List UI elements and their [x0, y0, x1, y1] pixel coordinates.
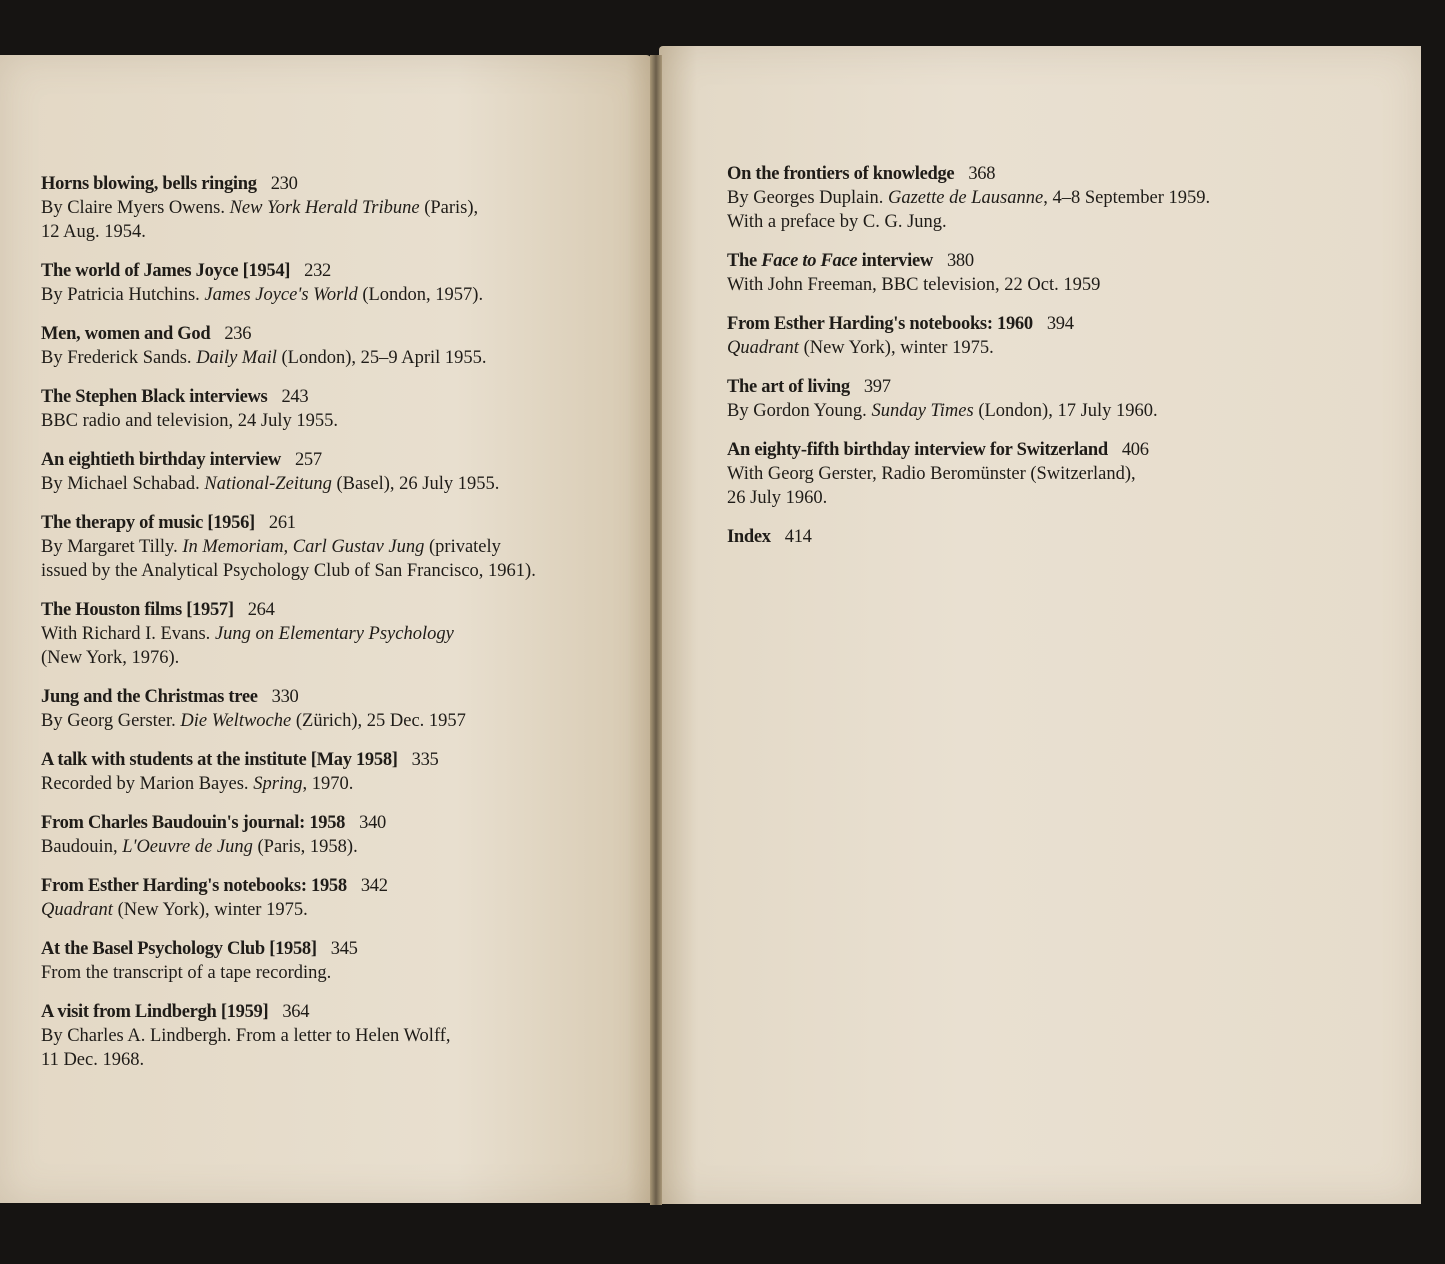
contents-entry	[727, 525, 1387, 549]
entry-description	[727, 273, 1387, 297]
entry-title	[41, 1000, 631, 1024]
entry-page-number: 364	[282, 1002, 310, 1022]
entry-title-text: interview	[857, 251, 933, 271]
entry-description-text: With Richard I. Evans.	[41, 624, 215, 644]
contents-entry	[41, 685, 631, 733]
entry-page-number: 232	[304, 261, 331, 281]
entry-title-text: The world of James Joyce [1954]	[41, 261, 291, 281]
entry-description	[41, 622, 631, 670]
entry-page-number: 414	[784, 527, 812, 547]
entry-description	[41, 409, 631, 433]
entry-description-text: (London), 25–9 April 1955.	[276, 348, 487, 368]
entry-title-text: An eighty-fifth birthday interview for Switzerland	[727, 440, 1108, 460]
entry-description	[41, 898, 631, 922]
entry-page-number: 345	[330, 939, 358, 959]
entry-description-text: By Claire Myers Owens.	[41, 198, 230, 218]
entry-description	[41, 961, 631, 985]
entry-description	[41, 772, 631, 796]
entry-page-number: 380	[946, 251, 974, 271]
entry-description-text: 11 Dec. 1968.	[41, 1050, 145, 1070]
entry-title	[727, 162, 1387, 186]
entry-description	[41, 196, 631, 244]
contents-entry	[41, 874, 631, 922]
entry-page-number: 394	[1046, 314, 1074, 334]
entry-title-text: Men, women and God	[41, 324, 211, 344]
entry-title-text: A visit from Lindbergh [1959]	[41, 1002, 269, 1022]
contents-entry	[41, 1000, 631, 1072]
entry-description-text: By Georg Gerster.	[41, 711, 181, 731]
entry-title	[41, 748, 631, 772]
entry-title	[41, 385, 631, 409]
entry-description	[41, 472, 631, 496]
book-gutter	[650, 55, 662, 1205]
contents-entry	[41, 448, 631, 496]
entry-title	[41, 448, 631, 472]
entry-description-text: Jung on Elementary Psychology	[214, 624, 454, 644]
entry-page-number: 406	[1121, 440, 1149, 460]
entry-page-number: 368	[968, 164, 996, 184]
entry-title-text: An eightieth birthday interview	[41, 450, 281, 470]
entry-description-text: Recorded by Marion Bayes.	[41, 774, 254, 794]
entry-description-text: Daily Mail	[196, 348, 277, 368]
entry-description-text: By Michael Schabad.	[41, 474, 205, 494]
entry-title-text: Horns blowing, bells ringing	[41, 174, 257, 194]
entry-title-text: Index	[727, 527, 771, 547]
entry-description-text: (Paris, 1958).	[252, 837, 358, 857]
entry-title	[41, 874, 631, 898]
contents-entry	[727, 375, 1387, 423]
contents-entry	[41, 937, 631, 985]
entry-description-text: Quadrant	[41, 900, 113, 920]
right-contents-column	[727, 162, 1387, 564]
contents-entry	[41, 322, 631, 370]
contents-entry	[41, 385, 631, 433]
entry-title-text: Face to Face	[761, 251, 858, 271]
contents-entry	[727, 438, 1387, 510]
entry-description-text: (Paris),	[419, 198, 479, 218]
entry-description-text: , 4–8 September 1959.	[1043, 188, 1211, 208]
entry-title	[41, 598, 631, 622]
entry-title-text: At the Basel Psychology Club [1958]	[41, 939, 317, 959]
entry-description-text: 26 July 1960.	[727, 488, 828, 508]
contents-entry	[41, 259, 631, 307]
entry-description-text: (London), 17 July 1960.	[973, 401, 1158, 421]
entry-title	[41, 511, 631, 535]
contents-entry	[727, 312, 1387, 360]
entry-description-text: Quadrant	[727, 338, 799, 358]
entry-title-text: From Esther Harding's notebooks: 1960	[727, 314, 1033, 334]
entry-description-text: (London, 1957).	[357, 285, 484, 305]
entry-title-text: The therapy of music [1956]	[41, 513, 255, 533]
contents-entry	[727, 249, 1387, 297]
entry-title	[727, 249, 1387, 273]
entry-description	[727, 336, 1387, 360]
entry-description-text: With a preface by C. G. Jung.	[727, 212, 947, 232]
entry-description-text: (Basel), 26 July 1955.	[331, 474, 500, 494]
entry-description-text: With Georg Gerster, Radio Beromünster (Switzerland),	[727, 464, 1136, 484]
entry-description-text: (Zürich), 25 Dec. 1957	[291, 711, 466, 731]
entry-page-number: 330	[271, 687, 299, 707]
entry-page-number: 230	[270, 174, 298, 194]
entry-description-text: (New York, 1976).	[41, 648, 180, 668]
entry-description-text: , 1970.	[302, 774, 354, 794]
entry-title-text: The	[727, 251, 762, 271]
entry-description-text: By Gordon Young.	[727, 401, 872, 421]
entry-description-text: issued by the Analytical Psychology Club of San Francisco, 1961).	[41, 561, 536, 581]
entry-description-text: (privately	[424, 537, 501, 557]
contents-entry	[41, 811, 631, 859]
entry-description-text: From the transcript of a tape recording.	[41, 963, 332, 983]
entry-description	[727, 462, 1387, 510]
entry-title-text: A talk with students at the institute [May 1958]	[41, 750, 398, 770]
entry-page-number: 261	[268, 513, 296, 533]
entry-description-text: Die Weltwoche	[180, 711, 292, 731]
contents-entry	[41, 598, 631, 670]
entry-description	[41, 1024, 631, 1072]
entry-description-text: BBC radio and television, 24 July 1955.	[41, 411, 339, 431]
entry-title	[727, 438, 1387, 462]
entry-description-text: Spring	[253, 774, 303, 794]
entry-title	[41, 811, 631, 835]
entry-page-number: 243	[281, 387, 309, 407]
entry-description-text: Sunday Times	[871, 401, 974, 421]
entry-description-text: Baudouin,	[41, 837, 123, 857]
entry-title	[727, 525, 1387, 549]
entry-description-text: In Memoriam, Carl Gustav Jung	[182, 537, 425, 557]
entry-title-text: The Houston films [1957]	[41, 600, 234, 620]
entry-page-number: 264	[247, 600, 275, 620]
entry-title	[727, 312, 1387, 336]
entry-title-text: Jung and the Christmas tree	[41, 687, 258, 707]
entry-page-number: 340	[359, 813, 386, 833]
entry-description-text: James Joyce's World	[204, 285, 358, 305]
entry-description	[727, 186, 1387, 234]
entry-description-text: (New York), winter 1975.	[798, 338, 994, 358]
entry-description	[41, 709, 631, 733]
entry-description-text: With John Freeman, BBC television, 22 Oct. 1959	[727, 275, 1101, 295]
left-contents-column	[41, 172, 631, 1087]
entry-description-text: By Frederick Sands.	[41, 348, 197, 368]
entry-title-text: From Esther Harding's notebooks: 1958	[41, 876, 347, 896]
entry-description	[41, 283, 631, 307]
entry-title-text: The art of living	[727, 377, 850, 397]
entry-description-text: By Charles A. Lindbergh. From a letter to Helen Wolff,	[41, 1026, 451, 1046]
entry-description-text: By Patricia Hutchins.	[41, 285, 205, 305]
entry-page-number: 397	[863, 377, 891, 397]
entry-title	[41, 172, 631, 196]
contents-entry	[41, 748, 631, 796]
entry-description	[727, 399, 1387, 423]
entry-title-text: From Charles Baudouin's journal: 1958	[41, 813, 346, 833]
entry-page-number: 342	[360, 876, 388, 896]
entry-title	[41, 259, 631, 283]
entry-description-text: L'Oeuvre de Jung	[122, 837, 253, 857]
entry-description	[41, 835, 631, 859]
entry-page-number: 257	[294, 450, 322, 470]
entry-title	[41, 322, 631, 346]
entry-page-number: 236	[224, 324, 252, 344]
entry-description-text: 12 Aug. 1954.	[41, 222, 146, 242]
entry-description-text: New York Herald Tribune	[229, 198, 420, 218]
entry-description-text: By Margaret Tilly.	[41, 537, 183, 557]
entry-title	[41, 685, 631, 709]
entry-title	[727, 375, 1387, 399]
entry-title	[41, 937, 631, 961]
entry-title-text: On the frontiers of knowledge	[727, 164, 955, 184]
entry-description-text: (New York), winter 1975.	[112, 900, 308, 920]
entry-description	[41, 535, 631, 583]
entry-description-text: Gazette de Lausanne	[888, 188, 1044, 208]
contents-entry	[41, 172, 631, 244]
entry-page-number: 335	[411, 750, 439, 770]
entry-description	[41, 346, 631, 370]
contents-entry	[41, 511, 631, 583]
entry-description-text: By Georges Duplain.	[727, 188, 888, 208]
entry-description-text: National-Zeitung	[204, 474, 332, 494]
contents-entry	[727, 162, 1387, 234]
entry-title-text: The Stephen Black interviews	[41, 387, 268, 407]
